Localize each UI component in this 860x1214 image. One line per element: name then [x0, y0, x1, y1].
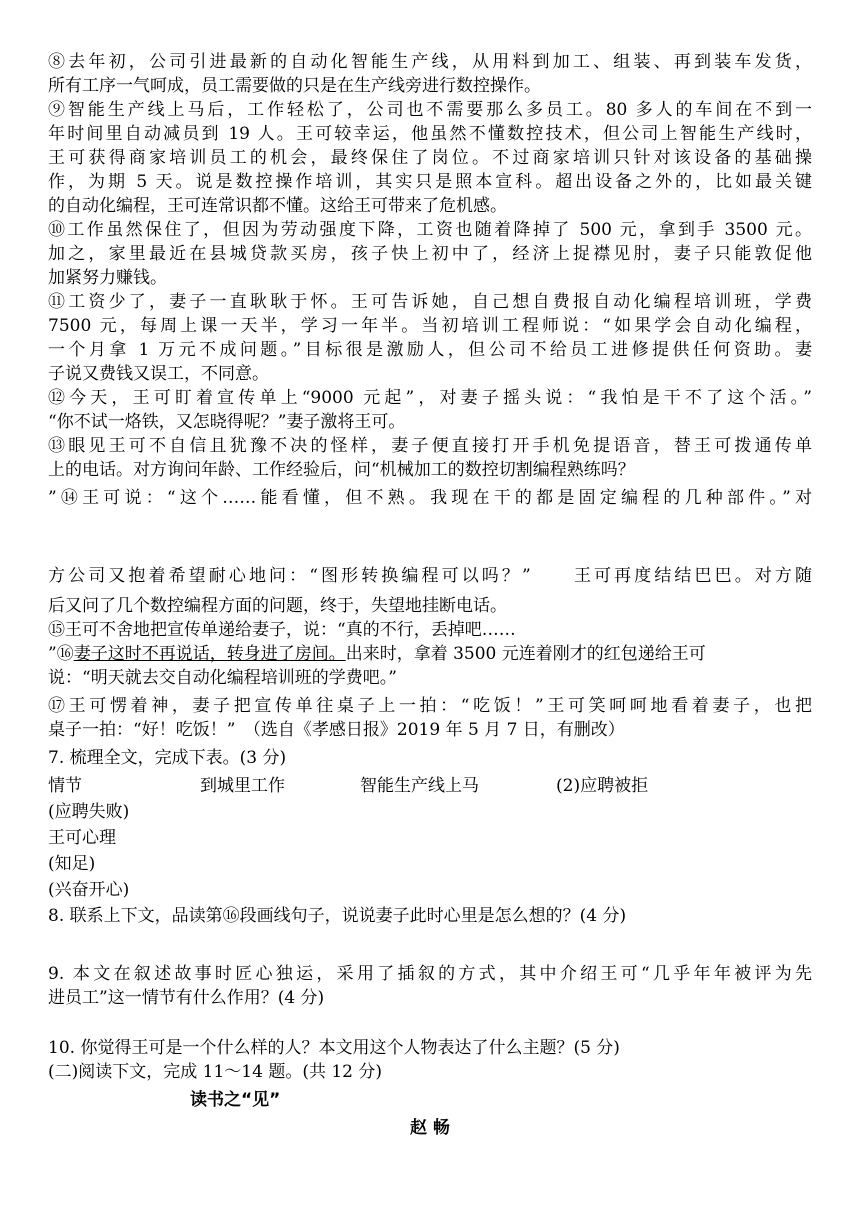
table-cell-rejected: (2)应聘被拒 — [556, 776, 649, 796]
para-16-line-2: 说：“明天就去交自动化编程培训班的学费吧。” — [48, 668, 397, 688]
para-10-line-1: ⑩工作虽然保住了，但因为劳动强度下降，工资也随着降掉了 500 元，拿到手 3500 元。 — [48, 220, 812, 240]
section-2-heading: (二)阅读下文，完成 11～14 题。(共 12 分) — [48, 1062, 383, 1082]
table-cell-excited: (兴奋开心) — [48, 880, 130, 900]
question-8: 8. 联系上下文，品读第⑯段画线句子，说说妻子此时心里是怎么想的？(4 分) — [48, 906, 627, 926]
question-10: 10. 你觉得王可是一个什么样的人？本文用这个人物表达了什么主题？(5 分) — [48, 1038, 620, 1058]
para-11-line-4: 子说又费钱又误工，不同意。 — [48, 364, 269, 384]
para-8-line-1: ⑧去年初，公司引进最新的自动化智能生产线，从用料到加工、组装、再到装车发货， — [48, 52, 812, 72]
para-13-line-1: ⑬眼见王可不自信且犹豫不决的怪样，妻子便直接打开手机免提语音，替王可拨通传单 — [48, 436, 812, 456]
para-15-line-1: ⑮王可不舍地把宣传单递给妻子，说：“真的不行，丢掉吧…… — [48, 620, 516, 640]
para-12-line-2: “你不试一烙铁，又怎晓得呢？”妻子激将王可。 — [48, 412, 406, 432]
table-cell-smart-line: 智能生产线上马 — [360, 776, 479, 796]
para-16-rest: 出来时，拿着 3500 元连着刚才的红包递给王可 — [345, 644, 706, 664]
para-12-line-1: ⑫今天，王可盯着宣传单上“9000 元起”，对妻子摇头说：“我怕是干不了这个活。” — [48, 388, 812, 408]
table-cell-content: (知足) — [48, 854, 96, 874]
para-8-line-2: 所有工序一气呵成，员工需要做的只是在生产线旁进行数控操作。 — [48, 76, 541, 96]
underlined-sentence: 妻子这时不再说话，转身进了房间。 — [73, 644, 346, 664]
para-13-line-3: ”⑭王可说：“这个……能看懂，但不熟。我现在干的都是固定编程的几种部件。”对 — [48, 488, 812, 508]
para-16-line — [48, 642, 812, 666]
para-10-line-3: 加紧努力赚钱。 — [48, 268, 167, 288]
para-14-line-2: 后又问了几个数控编程方面的问题，终于，失望地挂断电话。 — [48, 596, 507, 616]
table-cell-fail: (应聘失败) — [48, 802, 130, 822]
para-9-line-5: 的自动化编程，王可连常识都不懂。这给王可带来了危机感。 — [48, 196, 507, 216]
table-cell-plot: 情节 — [48, 776, 82, 796]
para-17-line-2: 桌子一拍：“好！吃饭！” （选自《孝感日报》2019 年 5 月 7 日，有删改） — [48, 720, 625, 740]
question-9-line-1: 9. 本文在叙述故事时匠心独运，采用了插叙的方式，其中介绍王可“几乎年年被评为先 — [48, 964, 812, 984]
para-9-line-2: 年时间里自动减员到 19 人。王可较幸运，他虽然不懂数控技术，但公司上智能生产线时， — [48, 124, 812, 144]
article-title: 读书之“见” — [190, 1090, 281, 1110]
para-9-line-1: ⑨智能生产线上马后，工作轻松了，公司也不需要那么多员工。80 多人的车间在不到一 — [48, 100, 812, 120]
table-cell-mindset: 王可心理 — [48, 828, 116, 848]
question-9-line-2: 进员工”这一情节有什么作用？(4 分) — [48, 988, 325, 1008]
para-9-line-4: 作，为期 5 天。说是数控操作培训，其实只是照本宣科。超出设备之外的，比如最关键 — [48, 172, 812, 192]
para-9-line-3: 王可获得商家培训员工的机会，最终保住了岗位。不过商家培训只针对该设备的基础操 — [48, 148, 812, 168]
para-11-line-3: 一个月拿 1 万元不成问题。”目标很是激励人，但公司不给员工进修提供任何资助。妻 — [48, 340, 812, 360]
para-10-line-2: 加之，家里最近在县城贷款买房，孩子快上初中了，经济上捉襟见肘，妻子只能敦促他 — [48, 244, 812, 264]
question-7: 7. 梳理全文，完成下表。(3 分) — [48, 748, 287, 768]
para-14-line-1: 方公司又抱着希望耐心地问：“图形转换编程可以吗？” 王可再度结结巴巴。对方随 — [48, 566, 812, 586]
article-author: 赵 畅 — [410, 1118, 450, 1138]
para-11-line-2: 7500 元，每周上课一天半，学习一年半。当初培训工程师说：“如果学会自动化编程， — [48, 316, 812, 336]
para-11-line-1: ⑪工资少了，妻子一直耿耿于怀。王可告诉她，自己想自费报自动化编程培训班，学费 — [48, 292, 812, 312]
table-cell-city-work: 到城里工作 — [200, 776, 285, 796]
para-16-marker: ”⑯ — [48, 644, 74, 664]
para-17-line-1: ⑰王可愣着神，妻子把宣传单往桌子上一拍：“吃饭！”王可笑呵呵地看着妻子，也把 — [48, 696, 812, 716]
para-13-line-2: 上的电话。对方询问年龄、工作经验后，问“机械加工的数控切割编程熟练吗？ — [48, 460, 635, 480]
